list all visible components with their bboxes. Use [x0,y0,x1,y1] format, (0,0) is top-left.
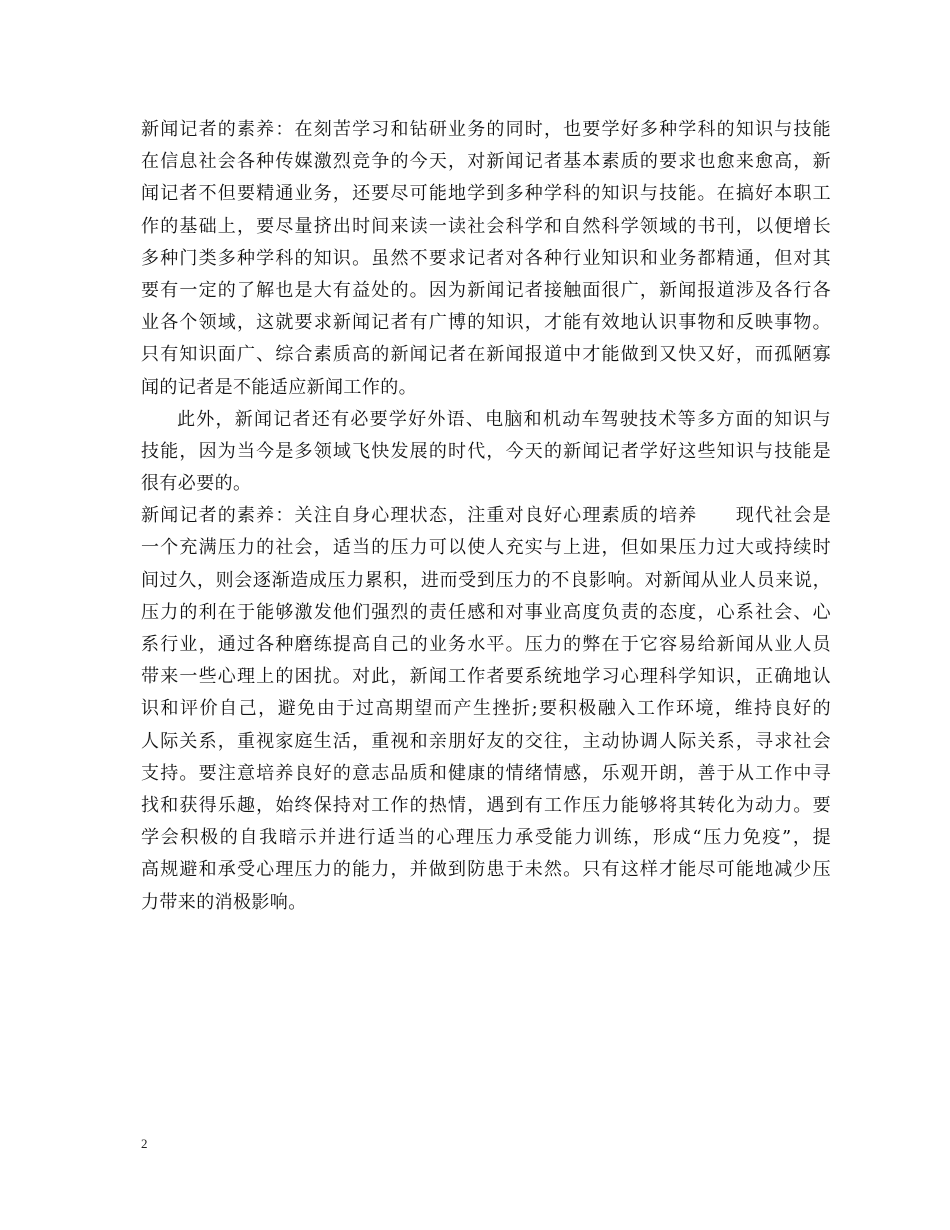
text-line: 新闻记者的素养：关注自身心理状态，注重对良好心理素质的培养 现代社会是 [141,505,831,527]
page-number: 2 [141,1136,148,1151]
document-body [141,114,831,919]
text-line: 压力的利在于能够激发他们强烈的责任感和对事业高度负责的态度，心系社会、心 [141,601,831,623]
text-line: 识和评价自己，避免由于过高期望而产生挫折;要积极融入工作环境，维持良好的 [141,698,831,720]
text-line: 高规避和承受心理压力的能力，并做到防患于未然。只有这样才能尽可能地减少压 [141,859,831,881]
text-line: 多种门类多种学科的知识。虽然不要求记者对各种行业知识和业务都精通，但对其 [141,247,831,269]
text-line: 要有一定的了解也是大有益处的。因为新闻记者接触面很广，新闻报道涉及各行各 [141,279,831,301]
text-line: 闻的记者是不能适应新闻工作的。 [141,376,417,398]
text-line: 作的基础上，要尽量挤出时间来读一读社会科学和自然科学领域的书刊，以便增长 [141,215,831,237]
text-line: 新闻记者的素养：在刻苦学习和钻研业务的同时，也要学好多种学科的知识与技能 [141,119,831,140]
text-line: 支持。要注意培养良好的意志品质和健康的情绪情感，乐观开朗，善于从工作中寻 [141,762,831,784]
text-line: 带来一些心理上的困扰。对此，新闻工作者要系统地学习心理科学知识，正确地认 [141,666,831,688]
text-line: 学会积极的自我暗示并进行适当的心理压力承受能力训练，形成“压力免疫”，提 [141,827,831,849]
text-line: 只有知识面广、综合素质高的新闻记者在新闻报道中才能做到又快又好，而孤陋寡 [141,344,831,366]
text-line: 闻记者不但要精通业务，还要尽可能地学到多种学科的知识与技能。在搞好本职工 [141,183,831,205]
text-line: 一个充满压力的社会，适当的压力可以使人充实与上进，但如果压力过大或持续时 [141,537,831,559]
text-line: 很有必要的。 [141,473,252,495]
text-line: 间过久，则会逐渐造成压力累积，进而受到压力的不良影响。对新闻从业人员来说， [141,569,831,591]
text-line: 系行业，通过各种磨练提高自己的业务水平。压力的弊在于它容易给新闻从业人员 [141,634,831,655]
text-line: 业各个领域，这就要求新闻记者有广博的知识，才能有效地认识事物和反映事物。 [141,312,831,334]
text-line: 力带来的消极影响。 [141,891,307,913]
text-line: 在信息社会各种传媒激烈竞争的今天，对新闻记者基本素质的要求也愈来愈高，新 [141,151,831,173]
text-line: 技能，因为当今是多领域飞快发展的时代，今天的新闻记者学好这些知识与技能是 [141,440,831,462]
text-line: 找和获得乐趣，始终保持对工作的热情，遇到有工作压力能够将其转化为动力。要 [141,794,831,816]
text-line: 此外，新闻记者还有必要学好外语、电脑和机动车驾驶技术等多方面的知识与 [177,408,831,430]
text-line: 人际关系，重视家庭生活，重视和亲朋好友的交往，主动协调人际关系，寻求社会 [141,730,831,752]
